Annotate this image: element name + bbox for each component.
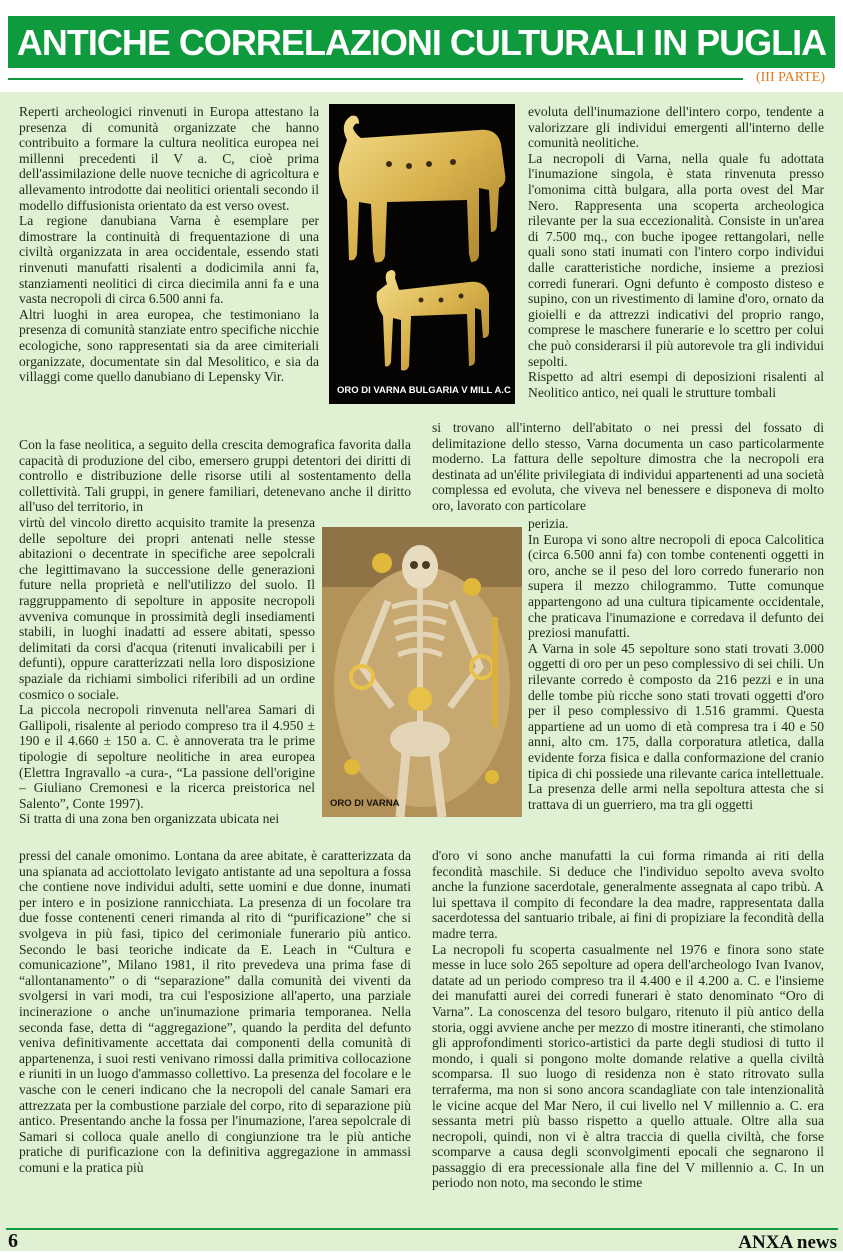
header-rule: [8, 78, 743, 80]
varna-burial-photo: [322, 527, 522, 817]
page-number: 6: [8, 1230, 18, 1252]
text-block-wide-right: [432, 420, 824, 530]
paragraph: La piccola necropoli rinvenuta nell'area Samari di Gallipoli, risalente al periodo compreso tra il 4.950 ± 190 e il 4.660 ± 150 a. C. è annoverata tra le prime tipologie di sepolture neolitiche in area europea (Elettra Ingravallo -a cura-, “La passione dell'origine – Giuliano Cremonesi e la ricerca preistorica nel Salento”, Conte 1997).: [19, 702, 315, 811]
article-title: ANTICHE CORRELAZIONI CULTURALI IN PUGLIA: [16, 22, 827, 63]
paragraph: Si tratta di una zona ben organizzata ubicata nei: [19, 811, 280, 827]
footer-rule: [6, 1228, 838, 1230]
title-banner: [8, 16, 835, 68]
paragraph: evoluta dell'inumazione dell'intero corpo, tendente a valorizzare gli individui emergenti all'interno delle comunità neolitiche.: [528, 104, 824, 151]
text-block-right-lower: [432, 848, 824, 1210]
publication-name: ANXA news: [738, 1232, 837, 1253]
paragraph: virtù del vincolo diretto acquisito tramite la presenza delle sepolture dei propri antenati nelle stesse abitazioni o decentrate in specifiche aree sepolcrali che legittimavano la successione delle generazioni future nella proprietà e nell'utilizzo del suolo. Il raggruppamento di sepolture in apposite necropoli avveniva comunque in prossimità degli insediamenti stabili, in luoghi inadatti ad essere abitati, spesso delimitati da corsi d'acqua (ritenuti invalicabili per i defunti), oppure caratterizzati nella loro disposizione spaziale da richiami simbolici riferibili ad un ordine cosmico o sociale.: [19, 515, 315, 702]
gold-bull-artifacts-image: [329, 104, 515, 404]
figure-caption: ORO DI VARNA: [330, 798, 400, 809]
paragraph: La regione danubiana Varna è esemplare per dimostrare la continuità di frequentazione di una civiltà organizzata in area occidentale, essendo stati rinvenuti manufatti risalenti a dodicimila anni fa, stanziamenti neolitici di circa diecimila anni fa e una vasta necropoli di circa 6.500 anni fa.: [19, 213, 319, 307]
paragraph: pressi del canale omonimo. Lontana da aree abitate, è caratterizzata da una spianata ad acciottolato levigato antistante ad una sepoltura a fossa che contiene nove individui adulti, sette uomini e due donne, inumati per intero e in posizione rannicchiata. La presenza di un focolare tra due fosse contenenti ceneri rimanda al rito di “purificazione” che si svolgeva in più fasi, tipico del cerimoniale funerario più antico. Secondo le basi teoriche indicate da E. Leach in “Cultura e comunicazione”, Milano 1981, il rito prevedeva una prima fase di “allontanamento” o di “separazione” dalla comunità dei viventi da svolgersi in vari modi, tra cui l'esposizione all'aperto, una parziale incinerazione o anche un'inumazione primaria temporanea. Nella seconda fase, detta di “aggregazione”, quando la perdita del defunto veniva definitivamente accettata dai componenti della comunità di appartenenza, i suoi resti venivano rimossi dalla primitiva collocazione e riuniti in un luogo d'ammasso collettivo. La presenza del focolare e le vasche con le ceneri indicano che la necropoli del canale Samari era attrezzata per la combustione parziale del corpo, rito di separazione più antico. Presentando anche la fossa per l'inumazione, l'area sepolcrale di Samari si colloca quale anello di congiunzione tra le più antiche pratiche di purificazione con la definitiva aggregazione in ammassi comuni e la pratica più: [19, 848, 411, 1175]
paragraph: La necropoli fu scoperta casualmente nel 1976 e finora sono state messe in luce solo 265 sepolture ad opera dell'archeologo Ivan Ivanov, datate ad un periodo compreso tra il 4.400 e il 4.200 a. C. e l'insieme dei manufatti aurei dei corredi funerari è stato denominato “Oro di Varna”. La conoscenza del tesoro bulgaro, ritenuto il più antico della storia, oggi avviene anche per mezzo di mostre itineranti, che stimolano gli approfondimenti storico-artistici da parte degli studiosi di tutto il mondo, i quali si pongono molte domande relative a quella civiltà scomparsa. Il suo luogo di residenza non è stato ritrovato sulla terraferma, ma non si sono ancora scandagliate con tale intenzionalità le vicine acque del Mar Nero, il cui livello nel V millennio a. C. era sessanta metri più basso rispetto a quello attuale. Oltre alla sua necropoli, quindi, non vi è altra traccia di quella civiltà, che forse scomparve a causa degli sconvolgimenti epocali che segnarono il passaggio di era precessionale alla fine del V millennio a. C. In un periodo non noto, ma secondo le stime: [432, 941, 824, 1191]
text-block-left-lower: [19, 848, 411, 1210]
figure-caption: ORO DI VARNA BULGARIA V MILL A.C: [337, 385, 511, 396]
paragraph: Altri luoghi in area europea, che testimoniano la presenza di comunità stanziate entro specifiche nicchie ecologiche, sono rappresentati sia da aree cimiteriali organizzate, documentate sin dal Mesolitico, e sia da villaggi come quello danubiano di Lepensky Vir.: [19, 306, 319, 385]
paragraph: d'oro vi sono anche manufatti la cui forma rimanda ai riti della fecondità maschile. Si deduce che l'individuo sepolto aveva svolto anche la funzione sacerdotale, generalmente assegnata al capo tribù. A lui spettava il compito di fecondare la dea madre, rappresentata dalla sacerdotessa del santuario tribale, ai fini di propiziare la fecondità della madre terra.: [432, 848, 824, 941]
paragraph: Con la fase neolitica, a seguito della crescita demografica favorita dalla capacità di produzione del cibo, emersero gruppi detentori dei diritti di controllo e distribuzione delle risorse utili al sostentamento della collettività. Tali gruppi, in genere familiari, detenevano anche il diritto all'uso del territorio, in: [19, 437, 411, 515]
paragraph: Rispetto ad altri esempi di deposizioni risalenti al Neolitico antico, nei quali le strutture tombali: [528, 369, 824, 400]
paragraph: In Europa vi sono altre necropoli di epoca Calcolitica (circa 6.500 anni fa) con tombe contenenti oggetti in oro, anche se il peso del loro corredo funerario non supera il mezzo chilogrammo. Tutte comunque appartengono ad una cultura tipicamente occidentale, che praticava l'inumazione e corredava il defunto dei preziosi manufatti.: [528, 531, 824, 641]
paragraph: A Varna in sole 45 sepolture sono stati trovati 3.000 oggetti di oro per un peso complessivo di sei chili. Un rilevante corredo è composto da 216 pezzi e in una delle tombe più ricche sono stati trovati oggetti d'oro per il peso complessivo di 1.516 grammi. Questa appartiene ad un uomo di età compresa tra i 40 e 50 anni, alto cm. 175, dalla corporatura atletica, dalla evidente forza fisica e dalla conformazione del cranio tipica di chi possiede una rilevante carica intellettuale. La presenza delle armi nella sepoltura attesta che si trattava di un guerriero, ma tra gli oggetti: [528, 640, 824, 812]
gold-burial-skeleton-image: [322, 527, 522, 817]
paragraph: si trovano all'interno dell'abitato o nei pressi del fossato di delimitazione dello stesso, Varna documenta un caso particolarmente moderno. La fattura delle sepolture dimostra che la necropoli era destinata ad un'élite privilegiata di individui appartenenti ad una società complessa ed evoluta, che viveva nel benessere e disponeva di molto oro, lavorato con particolare: [432, 420, 824, 513]
text-block-right-upper: [528, 104, 824, 426]
text-block-left-upper: [19, 104, 319, 434]
text-block-right-middle: [528, 516, 824, 854]
paragraph: Reperti archeologici rinvenuti in Europa attestano la presenza di comunità organizzate che hanno contribuito a formare la cultura neolitica europea nei millenni precedenti il V a. C, cioè prima dell'assimilazione delle nuove tecniche di agricoltura e allevamento introdotte dai neolitici orientali secondo il modello diffusionista orientato da est verso ovest.: [19, 104, 319, 213]
text-block-left-middle: [19, 515, 315, 850]
paragraph: La necropoli di Varna, nella quale fu adottata l'inumazione singola, è stata rinvenuta presso l'omonima città bulgara, alla porta ovest del Mar Nero. Rappresenta una scoperta archeologica rilevante per la sua eccezionalità. Consiste in un'area di 7.500 mq., con buche ipogee rettangolari, nelle quali sono stati inumati con l'intero corpo individui dalle caratteristiche nordiche, insieme a preziosi corredi funerari. Ogni defunto è composto disteso e supino, con un rivestimento di lamine d'oro, ornato da gioielli e da attrezzi indicativi del proprio rango, comprese le maschere funerarie e lo scettro per colui che può considerarsi il più autorevole tra gli individui sepolti.: [528, 150, 824, 369]
article-part-label: (III PARTE): [755, 70, 825, 85]
page-header: [0, 0, 843, 92]
paragraph: perizia.: [528, 516, 569, 531]
varna-gold-bulls-photo: [329, 104, 515, 404]
